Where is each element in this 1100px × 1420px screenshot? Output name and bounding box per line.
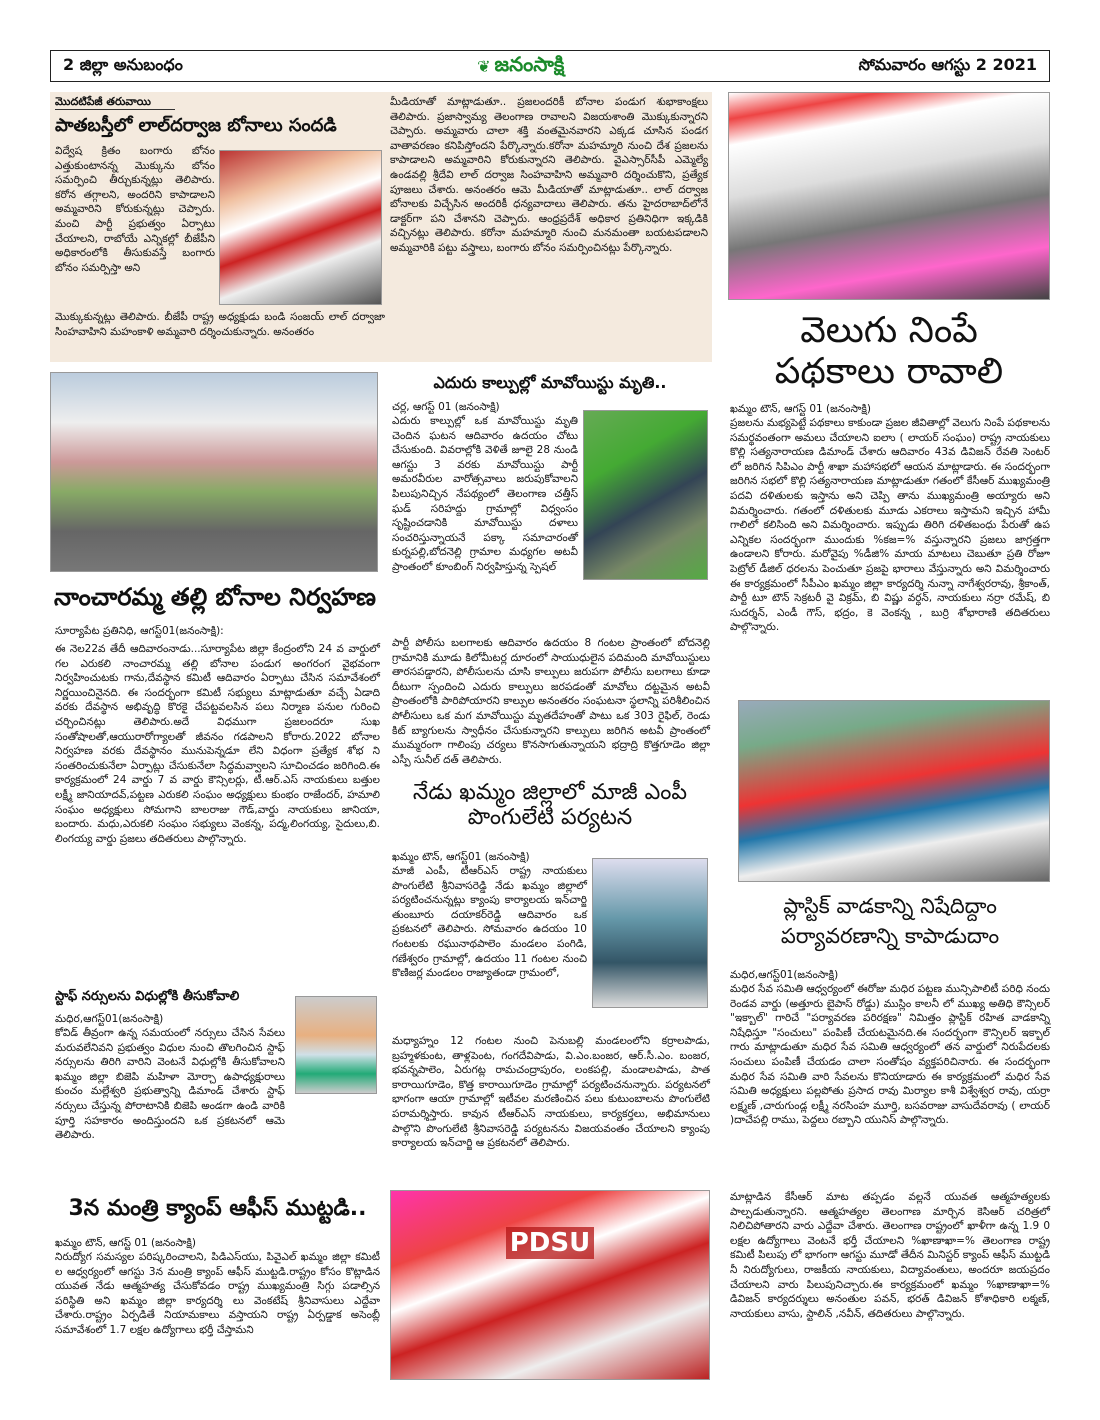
headline-staff-nurses: స్టాఫ్ నర్సులను విధుల్లోకి తీసుకోవాలి xyxy=(55,989,240,1004)
headline-plastic xyxy=(730,894,1050,964)
dateline-ponguleti: ఖమ్మం టౌన్, ఆగస్ట్01 (జనంసాక్షి) xyxy=(392,851,530,863)
body-camp-office: నిరుద్యోగ సమస్యల పరిష్కరించాలని, పిడిఎస్‌యు, పివైఎల్ ఖమ్మం జిల్లా కమిటీ ల ఆధ్వర్యంలో ఆగస్టు 3న మంత్రి క్యాంప్ ఆఫీస్ ముట్టడి.రాష్ట్రం కోసం కొట్లాడిన యువత నేడు ఆత్మహత్య చేసుకోవడం రాష్ట్ర ముఖ్యమంత్రి సిగ్గు పడాల్సిన పరిస్థితి అని ఖమ్మం జిల్లా కార్యదర్శి లు వెంకటేష్ శ్రీనివాసులు ఎద్దేవా చేశారు.రాష్ట్రం ఏర్పడితే నియామకాలు వస్తాయని రాష్ట్ర ఏర్పడ్డాక అసెంబ్లీ సమావేశంలో 1.7 లక్షల ఉద్యోగాలు భర్తీ చేస్తామని xyxy=(55,1251,380,1336)
page-label: 2 జిల్లా అనుబంధం xyxy=(63,54,183,74)
dateline-nancharamma: సూర్యాపేట ప్రతినిధి, ఆగస్ట్01(జనంసాక్షి): xyxy=(55,625,224,637)
body-lal-darwaja-bottom: మొక్కుకున్నట్లు తెలిపారు. బీజేపీ రాష్ట్ర అధ్యక్షుడు బండి సంజయ్ లాల్ దర్వాజా సింహవాహిని మహంకాళి అమ్మవారి దర్శించుకున్నారు. అనంతరం xyxy=(55,311,385,338)
dateline-camp-office: ఖమ్మం టౌన్, ఆగస్ట్ 01 (జనంసాక్షి) xyxy=(55,1237,196,1249)
plastic-bags-photo xyxy=(738,700,1050,882)
dateline-plastic: మధిర,ఆగస్ట్01(జనంసాక్షి) xyxy=(730,969,839,981)
headline-maoist: ఎదురు కాల్పుల్లో మావోయిస్టు మృతి.. xyxy=(433,373,667,392)
body-maoist-full: పార్టీ పోలీసు బలగాలకు ఆదివారం ఉదయం 8 గంటల ప్రాంతంలో బోదనెల్లి గ్రామానికి మూడు కిలోమీటర్ల దూరంలో సాయుధులైన పదిమంది మావోయిస్టులు తారసపడ్డారని, పోలీసులను చూసి కాల్పులు జరుపగా పోలీసు బలగాలు కూడా దీటుగా స్పందించి ఎదురు కాల్పులు జరపడంతో మావోలు దట్టమైన అటవీ ప్రాంతంలోకి పారిపోయారని కాల్పుల అనంతరం సంఘటనా స్థలాన్ని పరిశీలించిన పోలీసులు ఒక మగ మావోయిస్టు మృతదేహంతో పాటు ఒక 303 రైఫిల్, రెండు కిట్ బ్యాగులను స్వాధీనం చేసుకున్నారని కాల్పులు జరిగిన అటవీ ప్రాంతంలో ముమ్మరంగా గాలింపు చర్యలు కొనసాగుతున్నాయని భద్రాద్రి కొత్తగూడెం జిల్లా ఎస్పీ సునీల్ దత్ తెలిపారు. xyxy=(392,637,710,766)
issue-date: సోమవారం ఆగస్టు 2 2021 xyxy=(858,54,1037,74)
dateline-maoist: చర్ల, ఆగస్ట్ 01 (జనంసాక్షి) xyxy=(392,401,500,413)
body-plastic: మధిర సేవ సమితి ఆధ్వర్యంలో ఈరోజు మధిర పట్టణ మున్సిపాలిటీ పరిధి నందు రెండవ వార్డు (అత్తూరు బైపాస్ రోడ్డు) ముస్లిం కాలనీ లో ముఖ్య అతిధి కౌన్సిలర్ "ఇక్బాల్" గారిచే "పర్యావరణ పరిరక్షణ" నిమిత్తం ప్లాస్టిక్ రహిత వాడకాన్ని నిషేధిస్తూ "సంచులు" పంపిణీ చేయటమైనది.ఈ సందర్భంగా కౌన్సిలర్ ఇక్బాల్ గారు మాట్లాడుతూ మధిర సేవ సమితి ఆధ్వర్యంలో తన వార్డులో నిరుపేదలకు సంచులు పంపిణీ చేయడం చాలా సంతోషం వ్యక్తపరిచినారు. ఈ సందర్భంగా మధిర సేవ సమితి వారి సేవలను కొనియాడారు ఈ కార్యక్రమంలో మధిర సేవ సమితి అధ్యక్షులు పల్లపోతు ప్రసాద రావు మిర్యాల కాశీ విశ్వేశ్వర రావు, యర్రా లక్ష్మణ్ ,చారుగుండ్ల లక్ష్మీ నరసింహ మూర్తి, బసవరాజు వాసుదేవరావు ( లాయర్ )దాచేపల్లి రాము, పెద్దలు రబ్బాని యునిస్ పాల్గొన్నారు. xyxy=(730,983,1050,1127)
dateline-staff-nurses: మధిర,ఆగస్ట్01(జనంసాక్షి) xyxy=(55,1013,164,1025)
headline-velugu xyxy=(728,310,1050,400)
headline-velugu-line2: పథకాలు రావాలి xyxy=(774,351,1004,393)
body-lal-darwaja-right: మీడియాతో మాట్లాడుతూ.. ప్రజలందరికీ బోనాల పండుగ శుభాకాంక్షలు తెలిపారు. ప్రజాస్వామ్య తెలంగాణ రావాలని విజయశాంతి మొక్కుకున్నారని చెప్పారు. అమ్మవారు చాలా శక్తి వంతమైనవారని ఎక్కడ చూసిన పండగ వాతావరణం కనిపిస్తోందని పేర్కొన్నారు.కరోనా మహమ్మారి నుంచి దేశ ప్రజలను కాపాడాలని అమ్మవారిని కోరుకున్నారని తెలిపారు. వైఎస్సార్‌సీపీ ఎమ్మెల్యే ఉండవల్లి శ్రీదేవి లాల్ దర్వాజ సింహవాహిని అమ్మవారి దర్శించుకొని, ప్రత్యేక పూజలు చేశారు. అనంతరం ఆమె మీడియాతో మాట్లాడుతూ.. లాల్ దర్వాజ బోనాలకు విచ్చేసిన అందరికీ ధన్యవాదాలు తెలిపారు. తను హైదరాబాద్‌లోనే డాక్టర్‌గా పని చేశానని చెప్పారు. ఆంధ్రప్రదేశ్ అధికార ప్రతినిధిగా ఇక్కడికి వచ్చినట్లు తెలిపారు. కరోనా మహమ్మారి నుంచి మనమంతా బయటపడాలని అమ్మవారికి పట్టు వస్త్రాలు, బంగారు బోనం సమర్పించినట్లు పేర్కొన్నారు. xyxy=(390,96,708,254)
dateline-velugu: ఖమ్మం టౌన్, ఆగస్ట్ 01 (జనంసాక్షి) xyxy=(730,403,871,415)
headline-plastic-line2: పర్యావరణాన్ని కాపాడుదాం xyxy=(780,924,1000,949)
maoist-photo xyxy=(583,410,708,580)
headline-lal-darwaja: పాతబస్తీలో లాల్‌దర్వాజ బోనాలు సందడి xyxy=(55,115,337,136)
nurse-leader-photo xyxy=(295,996,377,1094)
body-staff-nurses-end xyxy=(55,1114,380,1148)
headline-camp-office: 3న మంత్రి క్యాంప్ ఆఫీస్ ముట్టడి.. xyxy=(68,1196,367,1221)
leaf-icon: ❦ xyxy=(477,56,491,76)
body-staff-nurses-narrow: కోవిడ్ తీవ్రంగా ఉన్న సమయంలో నర్సులు చేసిన సేవలు మరువలేనివని ప్రభుత్వం విధుల నుంచి తొలగించిన స్టాఫ్ నర్సులను తిరిగి వారిని వెంటనే విధుల్లోకి తీసుకోవాలని ఖమ్మం జిల్లా బిజెపి మహిళా మోర్చా ఉపాధ్యక్షురాలు కుంచం మల్లేశ్వరి ప్రభుత్వాన్ని డిమాండ్ చేశారు స్టాఫ్ నర్సులు చేస్తున్న పోరాటానికి బిజెపి అండగా ఉండి వారికి పూర్తి సహకారం అందిస్తుందని ఒక ప్రకటనలో ఆమె తెలిపారు. xyxy=(55,1027,285,1142)
pdsu-banner: PDSU xyxy=(506,1227,594,1259)
headline-nancharamma: నాంచారమ్మ తల్లి బోనాల నిర్వహణ xyxy=(54,583,376,611)
body-maoist-narrow: ఎదురు కాల్పుల్లో ఒక మావోయిస్టు మృతి చెందిన ఘటన ఆదివారం ఉదయం చోటు చేసుకుంది. వివరాల్లోకి వెళితే జూలై 28 నుండి ఆగస్టు 3 వరకు మావోయిస్టు పార్టీ అమరవీరుల వారోత్సవాలు జరుపుకోవాలని పిలుపునిచ్చిన నేపథ్యంలో తెలంగాణ చత్తీస్ ఘడ్ సరిహద్దు గ్రామాల్లో విధ్వంసం సృష్టించడానికి మావోయిస్టు దళాలు సంచరిస్తున్నాయనే పక్కా సమాచారంతో కుర్నపల్లి,బోదనెల్లి గ్రామాల మధ్యగల అటవీ ప్రాంతంలో కూంబింగ్ నిర్వహిస్తున్న స్పెషల్ xyxy=(392,415,578,573)
pdsu-meeting-photo xyxy=(390,1190,710,1380)
ponguleti-photo xyxy=(592,858,708,1008)
temple-group-photo xyxy=(50,372,378,572)
cpim-meeting-photo xyxy=(728,92,1050,300)
headline-plastic-line1: ప్లాస్టిక్ వాడకాన్ని నిషేదిద్దాం xyxy=(783,894,997,918)
body-ponguleti-full: మధ్యాహ్నం 12 గంటల నుంచి పెనుబల్లి మండలంలోని కర్రాలపాడు, బ్రహ్మళకుంట, తాళ్లపెంట, గంగదేవిపాడు, వి.ఎం.బంజర, ఆర్.సీ.ఎం. బంజర, భవన్నపాలెం, ఏరుగట్ల రామచంద్రాపురం, లంకపల్లి, మండాలపాడు, పాత కారాయిగూడెం, కొత్త కారాయిగూడెం గ్రామాల్లో పర్యటించనున్నారు. పర్యటనలో భాగంగా ఆయా గ్రామాల్లో ఇటీవల మరణించిన పలు కుటుంబాలను పొంగులేటి పరామర్శిస్తారు. కావున టీఆర్ఎస్ నాయకులు, కార్యకర్తలు, అభిమానులు పాల్గొని పొంగులేటి శ్రీనివాసరెడ్డి పర్యటనను విజయవంతం చేయాలని క్యాంపు కార్యాలయ ఇన్‌చార్జి ఆ ప్రకటనలో తెలిపారు. xyxy=(392,1035,710,1150)
headline-velugu-line1: వెలుగు నింపే xyxy=(800,310,978,351)
body-nancharamma: ఈ నెల22వ తేదీ ఆదివారంనాడు...సూర్యాపేట జిల్లా కేంద్రంలోని 24 వ వార్డులో గల ఎరుకలి నాంచారమ్మ తల్లి బోనాల పండుగ అంగరంగ వైభవంగా నిర్వహించుటకు గాను,దేవస్థాన కమిటీ ఆదివారం ఏర్పాటు చేసిన సమావేశంలో నిర్ణయించినైనది. ఈ సందర్భంగా కమిటీ సభ్యులు మాట్లాడుతూ వచ్చే ఏడాది వరకు దేవస్థాన అభివృద్ధి కొరకై చేపట్టవలసిన పలు నిర్మాణ పనుల గురించి చర్చించినట్లు తెలిపారు.అదే విధముగా ప్రజలందరూ సుఖ సంతోషాలతో,ఆయురారోగ్యాలతో జీవనం గడపాలని కోరారు.2022 బోనాల నిర్వహణ వరకు దేవస్థానం మునుపెన్నడూ లేని విధంగా ప్రత్యేక శోభ ని సంతరించుకునేలా ఏర్పాట్లు చేసుకునేలా సిద్ధమవ్వాలని సూచించడం జరిగింది.ఈ కార్యక్రమంలో 24 వార్డు 7 వ వార్డు కౌన్సిలర్లు, టీ.ఆర్.ఎస్ నాయకులు బత్తుల లక్ష్మీ జానియాదవ్,పట్టణ ఎరుకలి సంఘం అధ్యక్షులు కుంభం రాజేందర్, హమాలి సంఘం అధ్యక్షులు సోమగాని బాలరాజు గౌడ్,వార్డు నాయకులు జానియా, బందారు. మధు,ఎరుకలి సంఘం సభ్యులు వెంకన్న, పద్మ,లింగయ్య, సైదులు,బి. లింగయ్య వార్డు ప్రజలు తదితరులు పాల్గొన్నారు. xyxy=(55,643,380,845)
body-lal-darwaja-left: విద్వేష క్రితం బంగారు బోనం ఎత్తుకుంటానన్న మొక్కును బోనం సమర్పించి తీర్చుకున్నట్లు తెలిపారు. కరోన తగ్గాలని, అందరిని కాపాడాలని అమ్మవారిని కోరుకున్నట్లు చెప్పారు. మంచి పార్టీ ప్రభుత్వం ఏర్పాటు చేయాలని, రాబోయే ఎన్నికల్లో బీజేపీని అధికారంలోకి తీసుకువస్తే బంగారు బోనం సమర్పిస్తా అని xyxy=(55,145,215,274)
continued-kicker: మొదటిపేజీ తరువాయి xyxy=(55,95,175,110)
masthead xyxy=(50,50,1050,82)
headline-ponguleti: నేడు ఖమ్మం జిల్లాలో మాజీ ఎంపీ పొంగులేటి పర్యటన xyxy=(412,780,688,831)
logo-text: జనంసాక్షి xyxy=(494,51,565,76)
body-ponguleti-narrow: మాజీ ఎంపీ, టీఆర్ఎస్ రాష్ట్ర నాయకులు పొంగులేటి శ్రీనివాసరెడ్డి నేడు ఖమ్మం జిల్లాలో పర్యటించనున్నట్లు క్యాంపు కార్యాలయ ఇన్‌చార్జి తుంబూరు దయాకర్‌రెడ్డి ఆదివారం ఒక ప్రకటనలో తెలిపారు. సోమవారం ఉదయం 10 గంటలకు రఘునాథపాలెం మండలం పంగిడి, గణేశ్వరం గ్రామాల్లో, ఉదయం 11 గంటల నుంచి కొణిజర్ల మండలం రాజ్యాతండా గ్రామంలో, xyxy=(392,865,587,980)
body-camp-office-continued: మాట్లాడిన కేసీఆర్ మాట తప్పడం వల్లనే యువత ఆత్మహత్యలకు పాల్పడుతున్నారని. ఆత్మహత్యల తెలంగాణ మార్చిన కెసిఆర్ చరిత్రలో నిలిచిపోతారని వారు ఎద్దేవా చేశారు. తెలంగాణ రాష్ట్రంలో ఖాళీగా ఉన్న 1.9 0 లక్షల ఉద్యోగాలు వెంటనే భర్తీ చేయాలని %ఖాణాఖా=% తెలంగాణ రాష్ట్ర కమిటీ పిలుపు లో భాగంగా ఆగస్టు మూడో తేదీన మినిస్టర్ క్యాంప్ ఆఫీస్ ముట్టడి నీ నిరుద్యోగులు, రాజకీయ నాయకులు, విద్యావంతులు, అందరూ జయప్రదం చేయాలని వారు పిలుపునిచ్చారు.ఈ కార్యక్రమంలో ఖమ్మం %ఖాణాఖా=% డివిజన్ కార్యదర్శులు అనంతుల పవన్, భరత్ డివిజన్ కోశాధికారి లక్మణ్, నాయకులు వాసు, స్టాలిన్ ,నవీన్, తదితరులు పాల్గొన్నారు. xyxy=(730,1191,1050,1320)
newspaper-logo xyxy=(477,52,564,81)
bonalu-photo xyxy=(219,150,382,305)
body-velugu: ప్రజలను మభ్యపెట్టే పథకాలు కాకుండా ప్రజల జీవితాల్లో వెలుగు నింపే పథకాలను సమర్థవంతంగా అమలు చేయాలని ఐలాు ( లాయర్ సంఘం) రాష్ట్ర నాయకులు కొల్లి సత్యనారాయణ డిమాండ్ చేశారు ఆదివారం 43వ డివిజన్ రేవతి సెంటర్ లో జరిగిన సిపిఎం పార్టీ శాఖా మహాసభలో ఆయన మాట్లాడారు. ఈ సందర్భంగా జరిగిన సభలో కొల్లి సత్యనారాయణ మాట్లాడుతూ గతంలో కేసీఆర్ ముఖ్యమంత్రి పదవి దళితులకు ఇస్తాను అని చెప్పి తాను ముఖ్యమంత్రి అయ్యారు అని విమర్శించారు. గతంలో దళితులకు మూడు ఎకరాలు ఇస్తామని ఇచ్చిన హామీ గాలిలో కలిసింది అని విమర్శించారు. ఇప్పుడు తిరిగి దళితబంధు పేరుతో ఉప ఎన్నికల సందర్భంగా ముందుకు %కజ=% వస్తున్నారని ప్రజలు జాగ్రత్తగా ఉండాలని కోరారు. మరోవైపు %డీజి% మాయ మాటలు చెబుతూ ప్రతి రోజూ పెట్రోల్ డీజిల్ ధరలను పెంచుతూ ప్రజపై భారాలు వేస్తున్నారు అని విమర్శించారు ఈ కార్యక్రమంలో సీపీఎం ఖమ్మం జిల్లా కార్యదర్శి నున్నా నాగేశ్వరరావు, శ్రీకాంత్, పార్టీ టూ టౌన్ సెక్రటరీ వై విక్రమ్, బి విష్ణు వర్ధన్, నాయకులు నర్రా రమేష్, బి సుదర్శన్, ఎండీ గౌస్, భద్రం, కె వెంకన్న , బుర్రి శోభారాణి తదితరులు పాల్గొన్నారు. xyxy=(730,417,1050,634)
